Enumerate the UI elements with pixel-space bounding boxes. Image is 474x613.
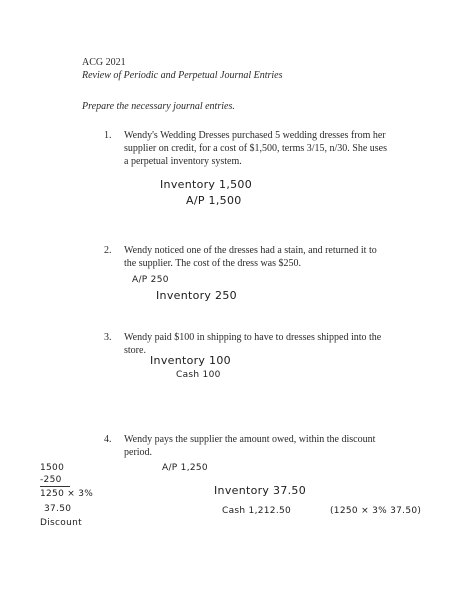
question-number: 3. <box>104 332 112 343</box>
handwritten-debit: Inventory 1,500 <box>160 178 253 191</box>
handwritten-calc: 1500 <box>40 463 65 473</box>
instructions: Prepare the necessary journal entries. <box>82 101 235 112</box>
course-code: ACG 2021 <box>82 57 126 68</box>
question-text-line: the supplier. The cost of the dress was $250. <box>124 258 302 269</box>
document-title: Review of Periodic and Perpetual Journal Entries <box>82 70 283 81</box>
handwritten-calc: 37.50 <box>44 504 72 514</box>
handwritten-note: (1250 × 3% 37.50) <box>330 506 422 516</box>
handwritten-credit: Inventory 37.50 <box>214 484 307 497</box>
handwritten-credit: Cash 1,212.50 <box>222 506 292 516</box>
question-text-line: supplier on credit, for a cost of $1,500, terms 3/15, n/30. She uses <box>124 143 388 154</box>
question-number: 1. <box>104 130 112 141</box>
question-text-line: Wendy pays the supplier the amount owed, within the discount <box>124 434 376 445</box>
handwritten-calc: -250 <box>40 475 62 485</box>
handwritten-credit: A/P 1,500 <box>186 194 242 207</box>
question-number: 2. <box>104 245 112 256</box>
handwritten-debit: Inventory 100 <box>150 354 231 367</box>
calc-rule-line <box>40 486 70 487</box>
handwritten-debit: A/P 250 <box>132 275 169 285</box>
handwritten-credit: Inventory 250 <box>156 289 237 302</box>
handwritten-calc: Discount <box>40 518 82 528</box>
handwritten-credit: Cash 100 <box>176 370 221 380</box>
question-text-line: Wendy's Wedding Dresses purchased 5 wedding dresses from her <box>124 130 386 141</box>
question-number: 4. <box>104 434 112 445</box>
question-text-line: period. <box>124 447 153 458</box>
handwritten-debit: A/P 1,250 <box>162 463 208 473</box>
question-text-line: Wendy noticed one of the dresses had a stain, and returned it to <box>124 245 377 256</box>
question-text-line: store. <box>124 345 146 356</box>
handwritten-calc: 1250 × 3% <box>40 489 94 499</box>
question-text-line: a perpetual inventory system. <box>124 156 242 167</box>
question-text-line: Wendy paid $100 in shipping to have to dresses shipped into the <box>124 332 382 343</box>
